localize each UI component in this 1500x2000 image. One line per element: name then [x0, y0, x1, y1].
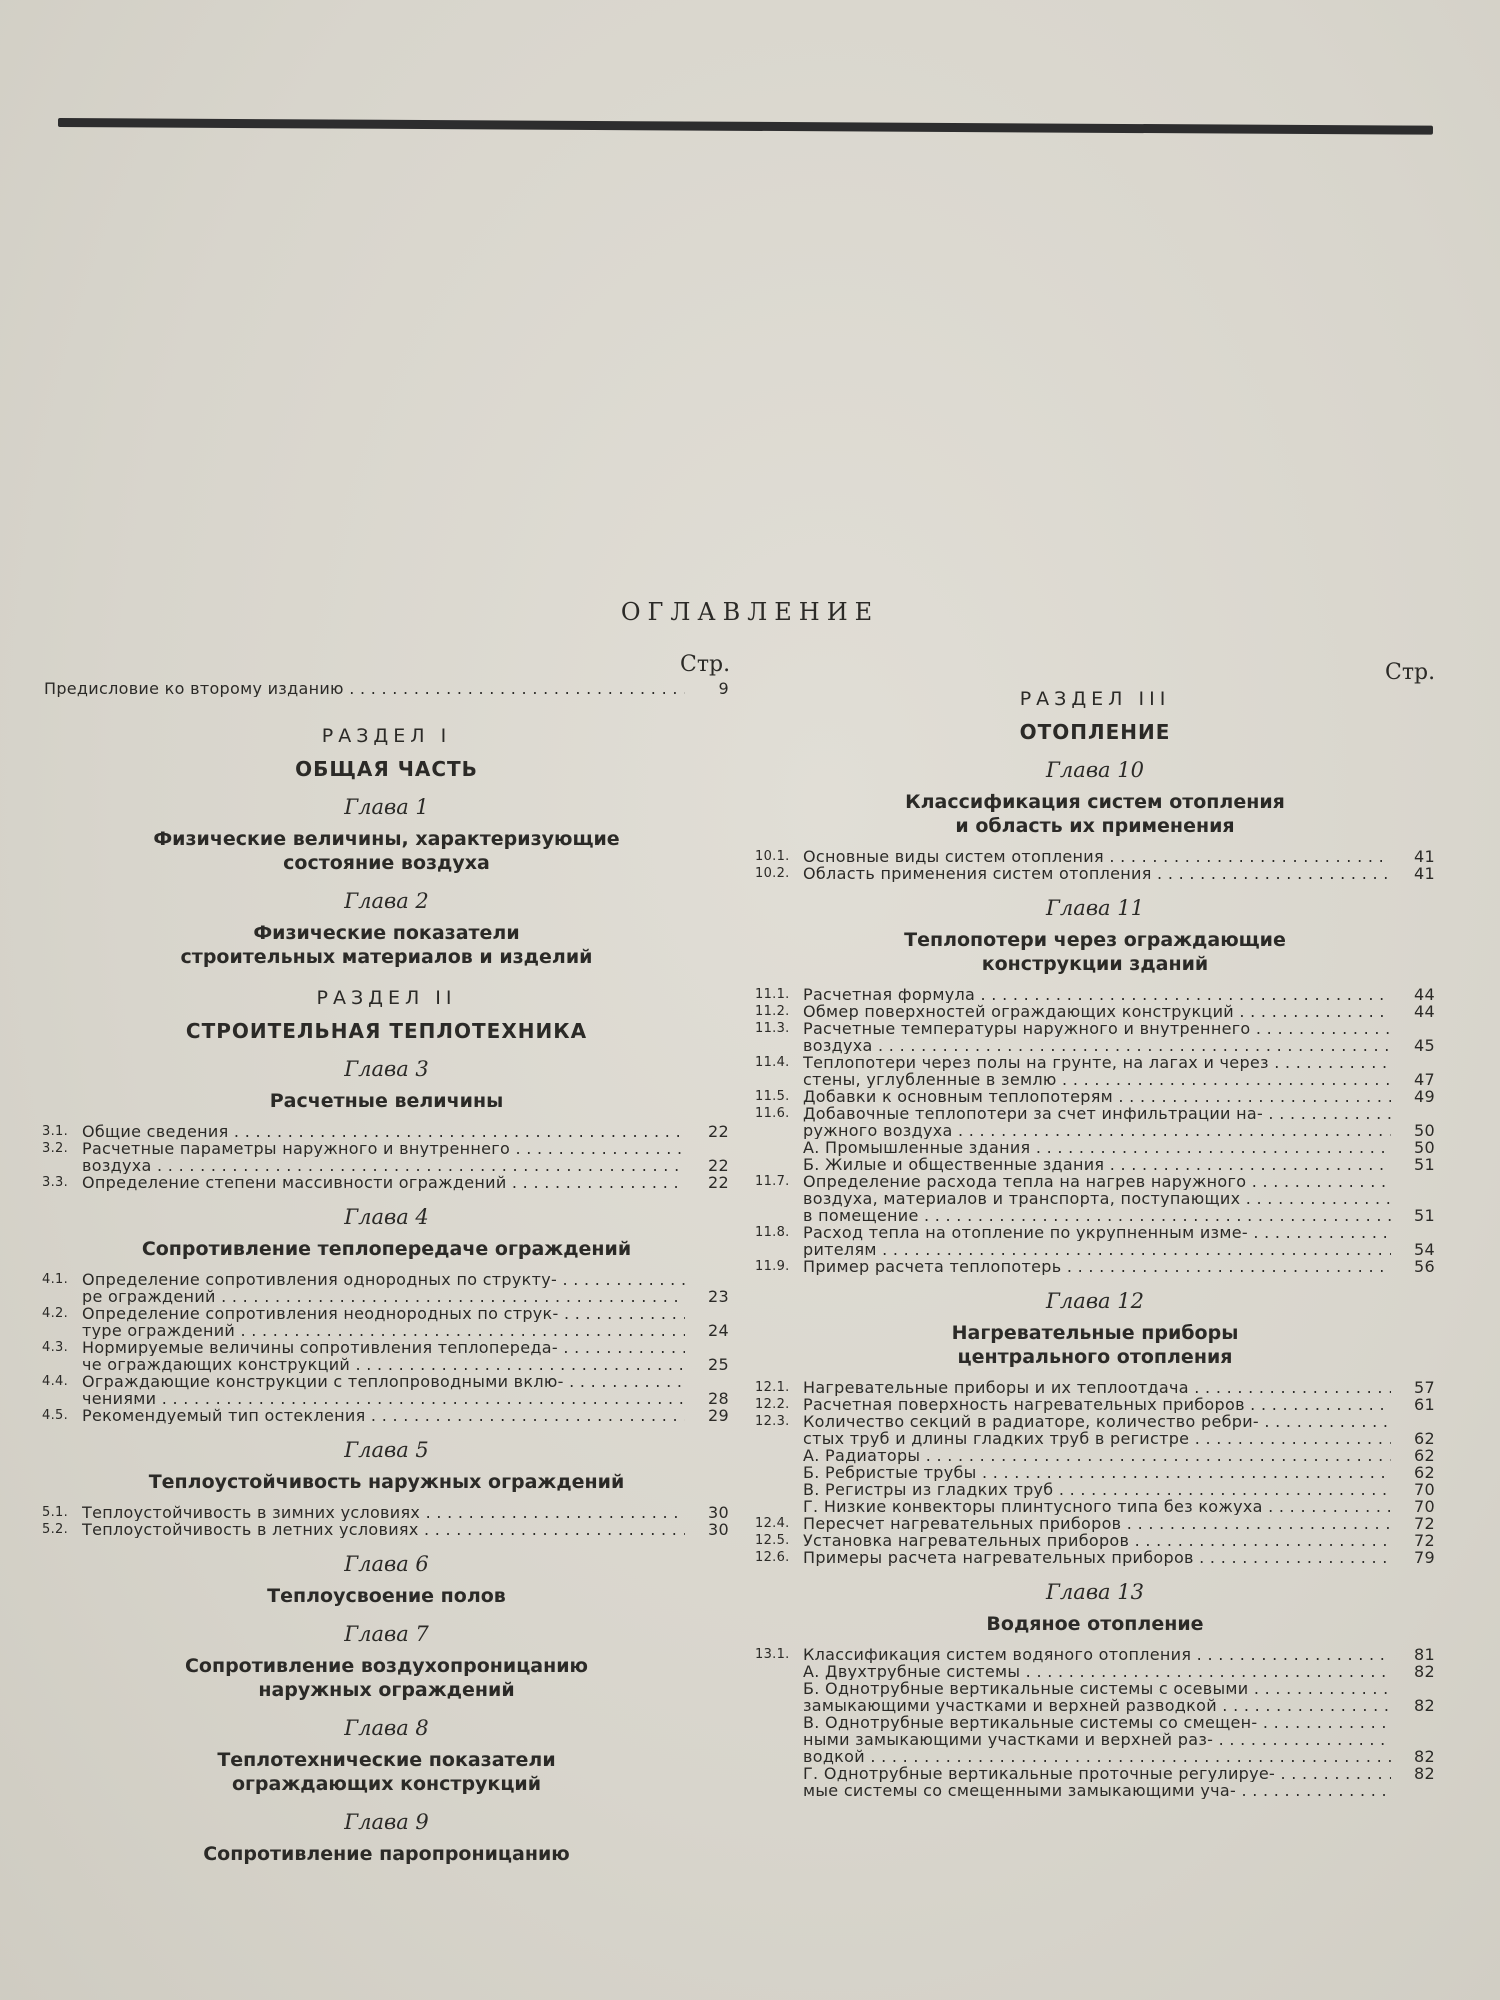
entry-number: 4.1.	[42, 1272, 69, 1287]
toc-entry[interactable]	[44, 1390, 729, 1407]
entry-number: 12.2.	[755, 1397, 790, 1412]
entry-number: 3.1.	[42, 1124, 69, 1139]
entry-text: чениями . . .	[82, 1390, 685, 1407]
toc-entry[interactable]	[44, 1322, 729, 1339]
chapter-title: Сопротивление теплопередаче ограждений	[141, 1238, 632, 1260]
entry-text: Нормируемые величины сопротивления теплопереда- . . .	[82, 1339, 685, 1356]
toc-entry[interactable]	[755, 1173, 1435, 1190]
entry-page-number: 51	[1414, 1155, 1435, 1174]
entry-text: Ограждающие конструкции с теплопроводными вклю- . . .	[82, 1373, 685, 1390]
entry-number: 13.1.	[755, 1647, 790, 1662]
chapter-label: Глава 7	[344, 1622, 429, 1646]
entry-page-number: 41	[1414, 864, 1435, 883]
entry-number: 3.2.	[42, 1141, 69, 1156]
chapter-label: Глава 4	[344, 1205, 429, 1229]
section-title: СТРОИТЕЛЬНАЯ ТЕПЛОТЕХНИКА	[185, 1019, 588, 1043]
entry-page-number: 50	[1414, 1138, 1435, 1157]
chapter-title: Классификация систем отопления и область их применения	[905, 791, 1285, 837]
toc-entry[interactable]	[755, 1680, 1435, 1697]
entry-text: А. Промышленные здания . . .	[803, 1139, 1391, 1156]
entry-text: ными замыкающими участками и верхней раз- . . .	[803, 1731, 1391, 1748]
toc-entry[interactable]	[44, 1504, 729, 1521]
entry-page-number: 24	[708, 1321, 729, 1340]
chapter-title: Теплоусвоение полов	[267, 1585, 506, 1607]
toc-list	[44, 1123, 729, 1191]
toc-entry[interactable]	[755, 1532, 1435, 1549]
toc-entry[interactable]	[755, 1447, 1435, 1464]
entry-number: 11.6.	[755, 1106, 790, 1121]
toc-entry[interactable]	[755, 1037, 1435, 1054]
chapter-title: Теплоустойчивость наружных ограждений	[148, 1471, 625, 1493]
entry-text: А. Радиаторы . . .	[803, 1447, 1391, 1464]
entry-number: 11.5.	[755, 1089, 790, 1104]
entry-page-number: 72	[1414, 1531, 1435, 1550]
toc-entry[interactable]	[755, 1241, 1435, 1258]
entry-page-number: 25	[708, 1355, 729, 1374]
toc-entry[interactable]	[44, 1174, 729, 1191]
toc-entry[interactable]	[44, 1123, 729, 1140]
toc-entry[interactable]	[755, 1054, 1435, 1071]
entry-text: Расчетная поверхность нагревательных приборов . . .	[803, 1396, 1391, 1413]
toc-entry[interactable]	[755, 1258, 1435, 1275]
toc-list	[44, 1504, 729, 1538]
entry-text: Классификация систем водяного отопления . . .	[803, 1646, 1391, 1663]
toc-entry[interactable]	[755, 1379, 1435, 1396]
toc-entry[interactable]	[755, 1481, 1435, 1498]
entry-text: Б. Однотрубные вертикальные системы с осевыми . . .	[803, 1680, 1391, 1697]
chapter-label: Глава 6	[344, 1552, 429, 1576]
entry-page-number: 30	[708, 1503, 729, 1522]
entry-page-number: 22	[708, 1122, 729, 1141]
toc-entry[interactable]	[44, 1140, 729, 1157]
chapter-label: Глава 2	[344, 889, 429, 913]
entry-text: воздуха . . .	[803, 1037, 1391, 1054]
toc-entry[interactable]	[44, 1157, 729, 1174]
chapter-label: Глава 1	[344, 795, 429, 819]
entry-page-number: 62	[1414, 1429, 1435, 1448]
entry-page-number: 44	[1414, 1002, 1435, 1021]
entry-text: Расчетные параметры наружного и внутреннего . . .	[82, 1140, 685, 1157]
entry-number: 11.9.	[755, 1259, 790, 1274]
toc-entry[interactable]	[755, 1430, 1435, 1447]
toc-entry[interactable]	[44, 1271, 729, 1288]
entry-text: Количество секций в радиаторе, количество ребри- . . .	[803, 1413, 1391, 1430]
entry-number: 11.3.	[755, 1021, 790, 1036]
entry-text: туре ограждений . . .	[82, 1322, 685, 1339]
entry-number: 3.3.	[42, 1175, 69, 1190]
entry-text: стых труб и длины гладких труб в регистре . . .	[803, 1430, 1391, 1447]
entry-text: Расчетная формула . . .	[803, 986, 1391, 1003]
entry-text: Определение сопротивления однородных по структу- . . .	[82, 1271, 685, 1288]
entry-page-number: 82	[1414, 1747, 1435, 1766]
entry-text: Определение расхода тепла на нагрев наружного . . .	[803, 1173, 1391, 1190]
entry-number: 12.5.	[755, 1533, 790, 1548]
entry-page-number: 61	[1414, 1395, 1435, 1414]
section-title: ОТОПЛЕНИЕ	[1019, 720, 1171, 744]
toc-entry[interactable]	[755, 1413, 1435, 1430]
entry-text: Добавки к основным теплопотерям . . .	[803, 1088, 1391, 1105]
chapter-label: Глава 12	[1046, 1289, 1144, 1313]
entry-text: воздуха, материалов и транспорта, поступающих . . .	[803, 1190, 1391, 1207]
toc-entry[interactable]	[755, 848, 1435, 865]
entry-text: А. Двухтрубные системы . . .	[803, 1663, 1391, 1680]
toc-entry[interactable]	[44, 1373, 729, 1390]
section-title: ОБЩАЯ ЧАСТЬ	[295, 757, 478, 781]
entry-text: Теплопотери через полы на грунте, на лагах и через . . .	[803, 1054, 1391, 1071]
entry-number: 5.1.	[42, 1505, 69, 1520]
entry-text: замыкающими участками и верхней разводкой . . .	[803, 1697, 1391, 1714]
entry-page-number: 62	[1414, 1463, 1435, 1482]
entry-text: Г. Низкие конвекторы плинтусного типа без кожуха . . .	[803, 1498, 1391, 1515]
chapter-title: Нагревательные приборы центрального отопления	[951, 1322, 1239, 1368]
toc-list	[755, 848, 1435, 882]
toc-entry[interactable]	[755, 1020, 1435, 1037]
entry-text: Б. Ребристые трубы . . .	[803, 1464, 1391, 1481]
entry-page-number: 22	[708, 1173, 729, 1192]
toc-entry[interactable]	[755, 1190, 1435, 1207]
entry-page-number: 72	[1414, 1514, 1435, 1533]
chapter-label: Глава 10	[1046, 758, 1144, 782]
entry-number: 10.1.	[755, 849, 790, 864]
chapter-title: Расчетные величины	[269, 1090, 504, 1112]
chapter-label: Глава 3	[344, 1057, 429, 1081]
entry-page-number: 23	[708, 1287, 729, 1306]
right-column	[755, 688, 1435, 1805]
toc-entry[interactable]	[44, 1305, 729, 1322]
entry-number: 12.1.	[755, 1380, 790, 1395]
entry-text: В. Регистры из гладких труб . . .	[803, 1481, 1391, 1498]
entry-page-number: 82	[1414, 1696, 1435, 1715]
toc-entry[interactable]	[44, 1407, 729, 1424]
toc-entry[interactable]	[755, 1122, 1435, 1139]
section-label: РАЗДЕЛ II	[316, 987, 457, 1009]
toc-entry[interactable]	[755, 1731, 1435, 1748]
entry-text: рителям . . .	[803, 1241, 1391, 1258]
entry-text: Общие сведения . . .	[82, 1123, 685, 1140]
entry-page-number: 49	[1414, 1087, 1435, 1106]
toc-list	[755, 1646, 1435, 1799]
section-label: РАЗДЕЛ III	[1019, 688, 1171, 710]
entry-number: 5.2.	[42, 1522, 69, 1537]
entry-page-number: 41	[1414, 847, 1435, 866]
entry-text: воздуха . . .	[82, 1157, 685, 1174]
entry-text: Основные виды систем отопления . . .	[803, 848, 1391, 865]
toc-entry[interactable]	[44, 1288, 729, 1305]
toc-entry[interactable]	[755, 1464, 1435, 1481]
page-title: ОГЛАВЛЕНИЕ	[620, 598, 880, 626]
entry-text: в помещение . . .	[803, 1207, 1391, 1224]
toc-entry-preface[interactable]: Предисловие ко второму изданию . . . 9	[44, 680, 729, 697]
toc-entry[interactable]	[755, 1156, 1435, 1173]
toc-entry[interactable]	[44, 1521, 729, 1538]
entry-number: 4.5.	[42, 1408, 69, 1423]
entry-text: Добавочные теплопотери за счет инфильтрации на- . . .	[803, 1105, 1391, 1122]
toc-entry[interactable]	[755, 1105, 1435, 1122]
entry-number: 11.7.	[755, 1174, 790, 1189]
entry-text: Расчетные температуры наружного и внутреннего . . .	[803, 1020, 1391, 1037]
entry-text: Рекомендуемый тип остекления . . .	[82, 1407, 685, 1424]
left-column	[44, 680, 729, 1872]
section-label: РАЗДЕЛ I	[321, 725, 452, 747]
chapter-title: Теплотехнические показатели ограждающих конструкций	[217, 1749, 556, 1795]
entry-text: Г. Однотрубные вертикальные проточные регулируе- . . .	[803, 1765, 1391, 1782]
entry-page-number: 50	[1414, 1121, 1435, 1140]
toc-entry[interactable]	[755, 1498, 1435, 1515]
entry-page-number: 82	[1414, 1662, 1435, 1681]
toc-entry[interactable]	[755, 1748, 1435, 1765]
entry-text: Теплоустойчивость в летних условиях . . .	[82, 1521, 685, 1538]
entry-text: Обмер поверхностей ограждающих конструкций . . .	[803, 1003, 1391, 1020]
entry-text: Определение степени массивности ограждений . . .	[82, 1174, 685, 1191]
entry-number: 12.4.	[755, 1516, 790, 1531]
entry-page-number: 51	[1414, 1206, 1435, 1225]
chapter-label: Глава 8	[344, 1716, 429, 1740]
entry-page-number: 56	[1414, 1257, 1435, 1276]
chapter-label: Глава 13	[1046, 1580, 1144, 1604]
entry-text: Пример расчета теплопотерь . . .	[803, 1258, 1391, 1275]
toc-list	[44, 1271, 729, 1424]
entry-text: Определение сопротивления неоднородных по струк- . . .	[82, 1305, 685, 1322]
entry-page-number: 81	[1414, 1645, 1435, 1664]
entry-text: Б. Жилые и общественные здания . . .	[803, 1156, 1391, 1173]
page-column-label-right: Стр.	[1385, 660, 1436, 685]
entry-text: ре ограждений . . .	[82, 1288, 685, 1305]
entry-text: В. Однотрубные вертикальные системы со смещен- . . .	[803, 1714, 1391, 1731]
chapter-title: Сопротивление воздухопроницанию наружных ограждений	[184, 1655, 589, 1701]
entry-page-number: 82	[1414, 1764, 1435, 1783]
toc-entry[interactable]	[755, 986, 1435, 1003]
chapter-label: Глава 11	[1046, 896, 1144, 920]
toc-entry[interactable]	[755, 1071, 1435, 1088]
chapter-label: Глава 5	[344, 1438, 429, 1462]
toc-entry[interactable]	[755, 1549, 1435, 1566]
entry-page-number: 29	[708, 1406, 729, 1425]
toc-entry[interactable]	[755, 1646, 1435, 1663]
chapter-title: Физические показатели строительных материалов и изделий	[180, 922, 593, 968]
entry-text: че ограждающих конструкций . . .	[82, 1356, 685, 1373]
entry-page-number: 45	[1414, 1036, 1435, 1055]
chapter-title: Сопротивление паропроницанию	[203, 1843, 570, 1865]
entry-text: стены, углубленные в землю . . .	[803, 1071, 1391, 1088]
toc-list	[755, 986, 1435, 1275]
toc-entry[interactable]	[44, 1356, 729, 1373]
entry-number: 4.3.	[42, 1340, 69, 1355]
entry-text: Расход тепла на отопление по укрупненным изме- . . .	[803, 1224, 1391, 1241]
toc-entry[interactable]	[755, 1088, 1435, 1105]
entry-number: 11.1.	[755, 987, 790, 1002]
entry-text: Примеры расчета нагревательных приборов . . .	[803, 1549, 1391, 1566]
toc-entry[interactable]	[755, 1697, 1435, 1714]
toc-entry[interactable]	[755, 1396, 1435, 1413]
entry-page-number: 22	[708, 1156, 729, 1175]
chapter-title: Водяное отопление	[986, 1613, 1204, 1635]
toc-entry[interactable]	[755, 1003, 1435, 1020]
toc-entry[interactable]	[755, 1139, 1435, 1156]
entry-page-number: 57	[1414, 1378, 1435, 1397]
entry-page-number: 47	[1414, 1070, 1435, 1089]
toc-entry[interactable]	[44, 1339, 729, 1356]
entry-page-number: 30	[708, 1520, 729, 1539]
entry-page-number: 28	[708, 1389, 729, 1408]
toc-entry[interactable]	[755, 1714, 1435, 1731]
entry-page-number: 54	[1414, 1240, 1435, 1259]
toc-entry[interactable]	[755, 1765, 1435, 1782]
entry-text: мые системы со смещенными замыкающими уча- . . .	[803, 1782, 1391, 1799]
toc-entry[interactable]	[755, 1515, 1435, 1532]
entry-number: 4.2.	[42, 1306, 69, 1321]
chapter-title: Теплопотери через ограждающие конструкции зданий	[904, 929, 1286, 975]
toc-entry[interactable]	[755, 1224, 1435, 1241]
entry-text: водкой . . .	[803, 1748, 1391, 1765]
entry-text: Нагревательные приборы и их теплоотдача . . .	[803, 1379, 1391, 1396]
chapter-title: Физические величины, характеризующие состояние воздуха	[153, 828, 620, 874]
entry-text: Установка нагревательных приборов . . .	[803, 1532, 1391, 1549]
toc-entry[interactable]	[755, 1207, 1435, 1224]
page-column-label-left: Стр.	[680, 652, 731, 677]
entry-page-number: 70	[1414, 1480, 1435, 1499]
toc-entry[interactable]	[755, 1663, 1435, 1680]
toc-entry[interactable]	[755, 1782, 1435, 1799]
toc-entry[interactable]	[755, 865, 1435, 882]
entry-number: 12.6.	[755, 1550, 790, 1565]
entry-number: 11.2.	[755, 1004, 790, 1019]
entry-page-number: 62	[1414, 1446, 1435, 1465]
entry-text: Теплоустойчивость в зимних условиях . . .	[82, 1504, 685, 1521]
entry-text: Пересчет нагревательных приборов . . .	[803, 1515, 1391, 1532]
entry-number: 11.4.	[755, 1055, 790, 1070]
chapter-label: Глава 9	[344, 1810, 429, 1834]
entry-page-number: 70	[1414, 1497, 1435, 1516]
toc-list	[755, 1379, 1435, 1566]
entry-number: 10.2.	[755, 866, 790, 881]
entry-number: 4.4.	[42, 1374, 69, 1389]
entry-text: ружного воздуха . . .	[803, 1122, 1391, 1139]
entry-number: 11.8.	[755, 1225, 790, 1240]
entry-text: Область применения систем отопления . . .	[803, 865, 1391, 882]
entry-number: 12.3.	[755, 1414, 790, 1429]
entry-page-number: 44	[1414, 985, 1435, 1004]
entry-page-number: 79	[1414, 1548, 1435, 1567]
